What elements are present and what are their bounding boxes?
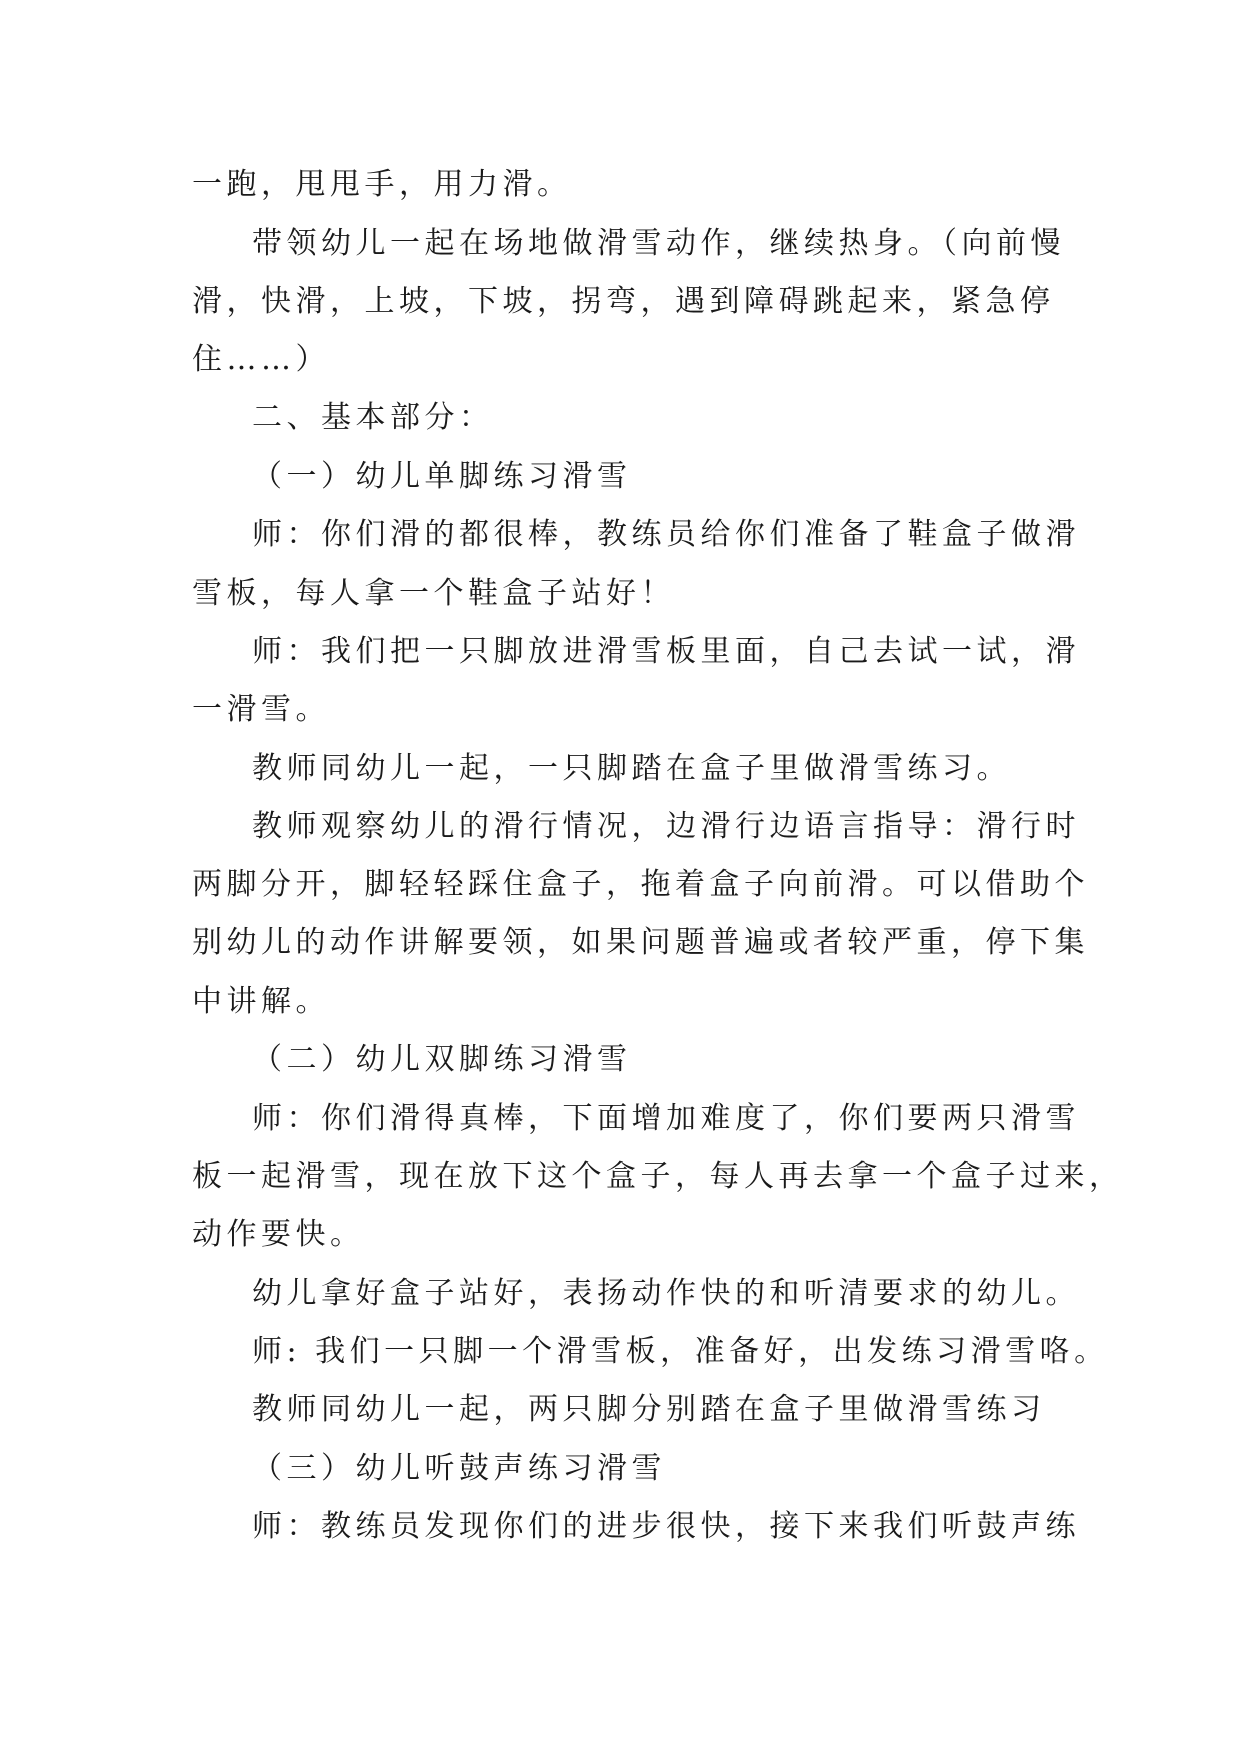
text-line: 滑，快滑，上坡，下坡，拐弯，遇到障碍跳起来，紧急停 bbox=[192, 284, 1055, 319]
subsection-heading: （二）幼儿双脚练习滑雪 bbox=[252, 1042, 632, 1077]
section-heading: 二、基本部分： bbox=[252, 400, 494, 435]
text-line: 师：教练员发现你们的进步很快，接下来我们听鼓声练 bbox=[252, 1509, 1080, 1544]
text-line: 师：我们把一只脚放进滑雪板里面，自己去试一试，滑 bbox=[252, 634, 1080, 669]
text-line: 中讲解。 bbox=[192, 984, 330, 1019]
text-line: 师：你们滑的都很棒，教练员给你们准备了鞋盒子做滑 bbox=[252, 517, 1080, 552]
text-line: 师：你们滑得真棒，下面增加难度了，你们要两只滑雪 bbox=[252, 1101, 1080, 1136]
text-line: 两脚分开，脚轻轻踩住盒子，拖着盒子向前滑。可以借助个 bbox=[192, 867, 1089, 902]
subsection-heading: （三）幼儿听鼓声练习滑雪 bbox=[252, 1451, 666, 1486]
text-line: 一跑，甩甩手，用力滑。 bbox=[192, 167, 572, 202]
text-line: 带领幼儿一起在场地做滑雪动作，继续热身。（向前慢 bbox=[252, 226, 1065, 261]
text-line: 教师同幼儿一起，一只脚踏在盒子里做滑雪练习。 bbox=[252, 751, 1011, 786]
text-line: 雪板，每人拿一个鞋盒子站好！ bbox=[192, 576, 675, 611]
text-line: 师: 我们一只脚一个滑雪板，准备好，出发练习滑雪咯。 bbox=[252, 1334, 1109, 1369]
text-line: 住……） bbox=[192, 342, 330, 377]
text-line: 别幼儿的动作讲解要领，如果问题普遍或者较严重，停下集 bbox=[192, 925, 1089, 960]
text-line: 板一起滑雪，现在放下这个盒子，每人再去拿一个盒子过来， bbox=[192, 1159, 1124, 1194]
text-line: 动作要快。 bbox=[192, 1217, 365, 1252]
text-line: 教师观察幼儿的滑行情况，边滑行边语言指导：滑行时 bbox=[252, 809, 1080, 844]
subsection-heading: （一）幼儿单脚练习滑雪 bbox=[252, 459, 632, 494]
text-line: 幼儿拿好盒子站好，表扬动作快的和听清要求的幼儿。 bbox=[252, 1276, 1080, 1311]
text-line: 一滑雪。 bbox=[192, 692, 330, 727]
text-line: 教师同幼儿一起，两只脚分别踏在盒子里做滑雪练习 bbox=[252, 1392, 1046, 1427]
